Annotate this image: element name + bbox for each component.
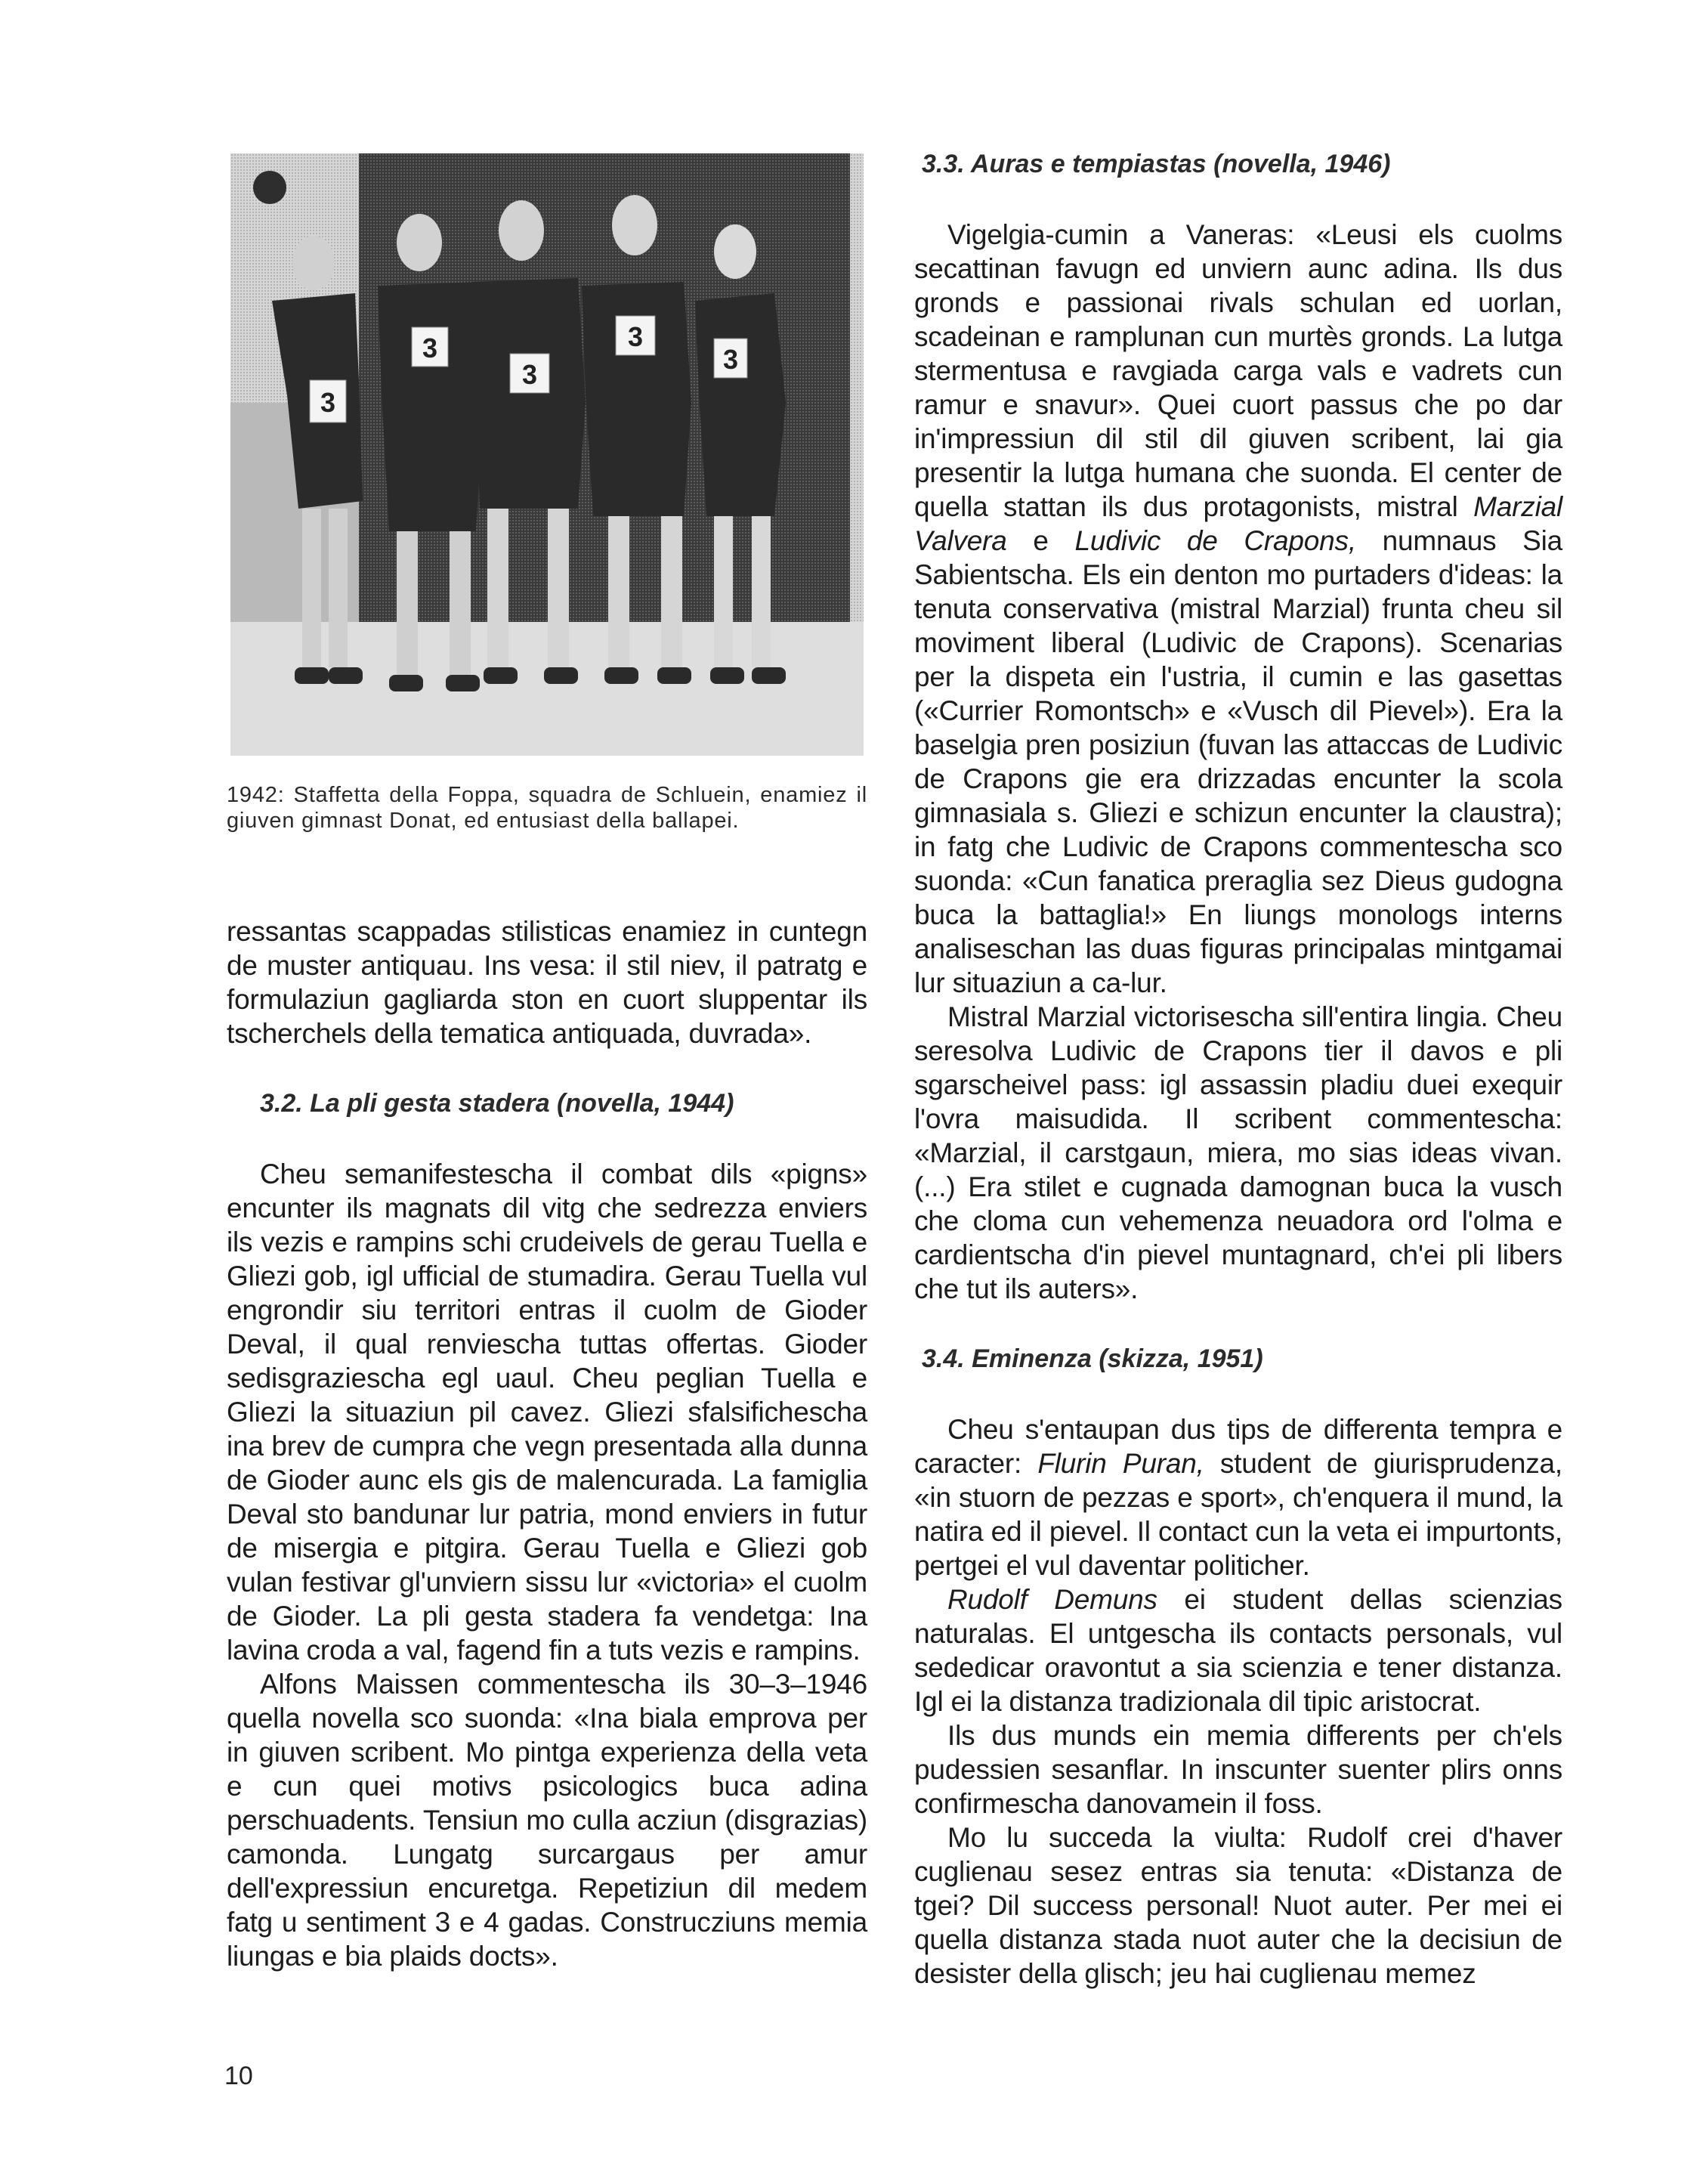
- section-heading-3-2: 3.2. La pli gesta stadera (novella, 1944): [260, 1089, 734, 1118]
- svg-text:3: 3: [627, 321, 644, 352]
- paragraph: Ils dus munds ein memia differents per ch'els pudessien sesanflar. In inscunter suenter plirs onns confirmescha danovamein il foss.: [914, 1720, 1562, 1819]
- paragraph: Alfons Maissen commentescha ils 30–3–1946 quella novella sco suonda: «Ina biala emprova per in giuven scribent. Mo pintga experienza della veta e cun quei motivs psicologics buca adina perschuadents. Tensiun mo culla acziun (disgrazias) camonda. Lungatg surcargaus per amur dell'expressiun encuretga. Repetiziun dil medem fatg u sentiment 3 e 4 gadas. Construcziuns memia liungas e bia plaids docts».: [227, 1669, 867, 1972]
- photo-illustration: [230, 153, 864, 756]
- character-name: Flurin Puran,: [1037, 1448, 1204, 1479]
- paragraph: Rudolf Demuns ei student dellas scienzias naturalas. El untgescha ils contacts personals, vul sededicar oravontut a sia scienzia e tener distanza. Igl ei la distanza tradizionala dil tipic aristocrat.: [914, 1584, 1562, 1717]
- svg-text:3: 3: [422, 333, 438, 363]
- team-photo: [230, 153, 864, 756]
- paragraph: Cheu s'entaupan dus tips de differenta tempra e caracter: Flurin Puran, student de giurisprudenza, «in stuorn de pezzas e sport», ch'enquera il mund, la natira ed il pievel. Il contact cun la veta ei impurtonts, pertgei el vul daventar politicher.: [914, 1414, 1563, 1581]
- continuation-paragraph: ressantas scappadas stilisticas enamiez in cuntegn de muster antiquau. Ins vesa: il stil niev, il patratg e formulaziun gagliarda ston en cuort sluppentar ils tscherchels della tematica antiquada, duvrada».: [227, 916, 867, 1049]
- right-column: [914, 147, 1562, 1991]
- photo-caption: 1942: Staffetta della Foppa, squadra de Schluein, enamiez il giuven gimnast Donat, ed entusiast della ballapei.: [227, 783, 867, 833]
- left-column: [227, 914, 867, 1973]
- svg-text:3: 3: [521, 359, 538, 390]
- section-heading-3-4: 3.4. Eminenza (skizza, 1951): [922, 1344, 1263, 1373]
- svg-text:3: 3: [320, 387, 336, 418]
- paragraph: Cheu semanifestescha il combat dils «pigns» encunter ils magnats dil vitg che sedrezza enviers ils vezis e rampins schi crudeivels de gerau Tuella e Gliezi gob, igl ufficial de stumadira. Gerau Tuella vul engrondir siu territori entras il cuolm de Gioder Deval, il qual renviescha tuttas offertas. Gioder sedisgraziescha egl uaul. Cheu peglian Tuella e Gliezi la situaziun pil cavez. Gliezi sfalsifichescha ina brev de cumpra che vegn presentada alla dunna de Gioder aunc els gis de malencurada. La famiglia Deval sto bandunar lur patria, mond enviers in futur de misergia e pitgira. Gerau Tuella e Gliezi gob vulan festivar gl'unviern sissu lur «victoria» el cuolm de Gioder. La pli gesta stadera fa vendetga: Ina lavina croda a val, fagend fin a tuts vezis e rampins.: [227, 1159, 867, 1666]
- character-name: Ludivic de Crapons,: [1074, 525, 1356, 556]
- paragraph: Mistral Marzial victorisescha sill'entira lingia. Cheu seresolva Ludivic de Crapons tier il davos e pli sgarscheivel pass: igl assassin pladiu duei exequir l'ovra maisudida. Il scribent commentescha: «Marzial, il carstgaun, miera, mo sias ideas vivan. (...) Era stilet e cugnada damognan buca la vusch che cloma cun vehemenza neuadora ord l'olma e cardientscha d'in pievel muntagnard, ch'ei pli libers che tut ils auters».: [914, 1001, 1562, 1304]
- section-heading-3-3: 3.3. Auras e tempiastas (novella, 1946): [922, 150, 1391, 178]
- page-number: 10: [224, 2062, 253, 2090]
- svg-text:3: 3: [722, 344, 739, 375]
- character-name: Marzial Valvera: [914, 491, 1562, 556]
- paragraph: Mo lu succeda la viulta: Rudolf crei d'haver cuglienau sesez entras sia tenuta: «Distanza de tgei? Dil success personal! Nuot auter. Per mei ei quella distanza stada nuot auter che la decisiun de desister della glisch; jeu hai cuglienau memez: [914, 1822, 1562, 1989]
- character-name: Rudolf Demuns: [947, 1584, 1157, 1615]
- paragraph: Vigelgia-cumin a Vaneras: «Leusi els cuolms secattinan favugn ed unviern aunc adina. Ils dus gronds e passionai rivals schulan ed uorlan, scadeinan e ramplunan cun murtès gronds. La lutga stermentusa e ravgiada carga vals e vadrets cun ramur e snavur». Quei cuort passus che po dar in'impressiun dil stil dil giuven scribent, lai gia presentir la lutga humana che suonda. El center de quella stattan ils dus protagonists, mistral Marzial Valvera e Ludivic de Crapons, numnaus Sia Sabientscha. Els ein denton mo purtaders d'ideas: la tenuta conservativa (mistral Marzial) frunta cheu sil moviment liberal (Ludivic de Crapons). Scenarias per la dispeta ein l'ustria, il cumin e las gasettas («Currier Romontsch» e «Vusch dil Pievel»). Era la baselgia pren posiziun (fuvan las attaccas de Ludivic de Crapons gie era drizzadas encunter la scola gimnasiala s. Gliezi e schizun encunter la claustra); in fatg che Ludivic de Crapons commentescha sco suonda: «Cun fanatica preraglia sez Dieus gudogna buca la battaglia!» En liungs monologs interns analiseschan las duas figuras principalas mintgamai lur situaziun a ca-lur.: [914, 219, 1562, 998]
